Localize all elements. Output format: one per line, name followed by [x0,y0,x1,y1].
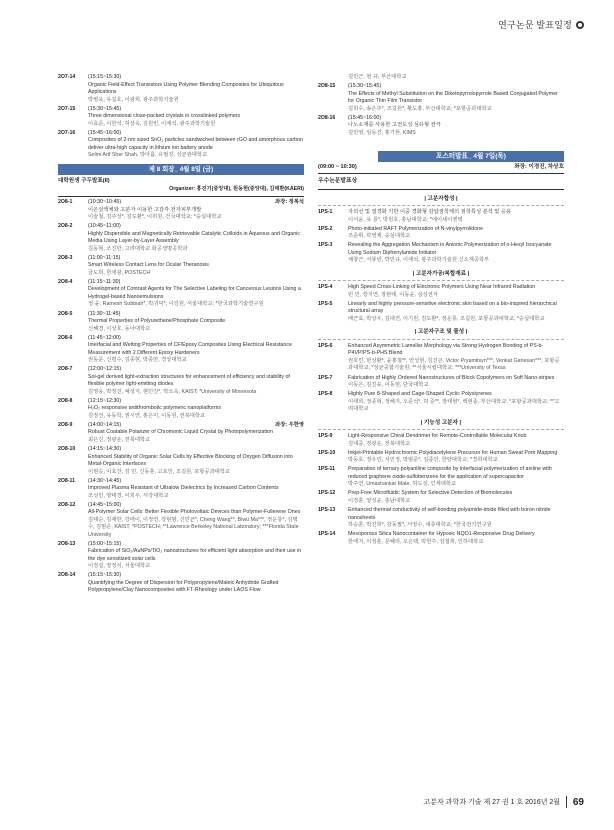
entry-body [348,74,564,82]
entry-id: 1PS-3 [318,242,333,249]
organizer-line: Organizer: 홍진기(중앙대), 원동현(중앙대), 김태환(KAERI) [169,186,304,193]
entry-title: Light-Responsive Chiral Dendrimer for Remote-Controllable Molecular Knob [348,433,527,440]
right-column [318,74,564,548]
schedule-entry [58,366,304,396]
session-band: 제 8 회장_ 4월 8일 (금) [58,164,304,175]
schedule-entry [318,490,564,505]
session-award-title [58,178,304,186]
entry-authors: 정 윤, Ramesh Subbiah*, 박귀덕*, 이강원, 서울대학교; *한국과학기술연구원 [88,301,264,308]
entry-id: 2O8-8 [58,397,73,404]
poster-sections [318,194,564,546]
entry-body [348,450,564,465]
entry-id: 1PS-12 [318,490,336,497]
entry-authors: 김태순, 김재한, 강태이, 이정연, 강현범, 신민균*, Cheng Wang**, Biwu Ma***, 정운룡*, 김택수, 김범준, KAIST; *POSTECH; **Lawrence Berkeley National Laboratory; ***Florida State University [88,516,299,538]
entry-id: 1PS-10 [318,449,336,456]
schedule-entry [58,502,304,540]
entry-body [348,242,564,265]
schedule-entry [318,209,564,224]
entry-title: Development of Contrast Agents for The Selective Labeling for Cancerous Lesions Using a Hydrogel-based Nanoemulsions [88,286,301,300]
entry-id: 1PS-1 [318,209,333,216]
entry-body [348,115,564,138]
entry-authors: 이태희, 정종혁, 정해지, 오준석*, 허 준**, 장태현*, 백현종, 부산대학교; *포항공과대학교; **고려대학교 [348,398,560,413]
schedule-entry [58,74,304,104]
entry-body [88,422,304,445]
schedule-entry [58,223,304,253]
entry-body [348,391,564,414]
entry-title: 자외선 및 열경화 기반 이중 경화형 감압점착제의 점착특성 분석 및 응용 [348,209,512,216]
entry-body [348,343,564,373]
entry-body [348,284,564,299]
entry-authors: 하승훈, 박진희*, 강동필*, 서영수, 세종대학교; *한국전기연구원 [348,522,492,529]
entry-id: 1PS-4 [318,284,333,291]
entry-title: 이온성액체와 고분자 이용한 고감각 전자피부개발 [88,206,202,213]
schedule-entry [58,130,304,160]
entry-time-line [88,311,304,319]
entry-body [348,466,564,489]
entry-title: Enhanced thermal conductivity of self-bonding polyamide-imide filled with boron nitride nanosheets [348,507,551,521]
entry-id: 2O8-12 [58,501,76,508]
entry-title: High Speed Cross-Linking of Electronic Polymers Using Near Infrared Radiation [348,284,536,291]
entry-title: Organic Field-Effect Transistors Using Polymer Blending Composites for Ubiquitous Applications [88,81,284,95]
page-header [498,18,584,31]
poster-time-chair [318,164,564,172]
entry-id: 1PS-11 [318,466,336,473]
entry-authors: 김대중, 정광운, 전북대학교 [348,440,411,447]
entry-time-line [88,223,304,231]
entry-id: 2O7-14 [58,74,76,80]
entry-title: Enhanced Stability of Organic Solar Cells by Effective Blocking of Oxygen Diffusion into Metal-Organic Interfaces [88,453,293,468]
entry-time-line [88,74,304,82]
schedule-entry [318,531,564,546]
poster-band-wrap [318,151,564,162]
entry-body [348,301,564,324]
poster-award: 우수논문발표상 [318,178,358,185]
entry-authors: 박동호, 정우민, 서민정, 박범준*, 김종만, 한양대학교; *경희대학교 [348,457,498,464]
entry-authors: 배근효, 박상우, 김대건, 이기원, 김도환*, 정운룡, 조길원, 포항공과대학교; *숭실대학교 [348,315,545,322]
entry-id: 2O8-11 [58,477,76,484]
entry-id: 1PS-7 [318,374,333,381]
entry-title: Inkjet-Printable Hydrochromic Polydiacetylene Precursor for Human Sweat Pore Mapping [348,449,558,456]
poster-band: 포스터발표_ 4월 7일(목) [378,151,564,162]
entry-title: Highly Pure 8-Shaped and Cage-Shaped Cyclic Polystyrenes [348,391,492,398]
entry-title: Prep-Free Microfluidic System for Selective Detection of Biomolecules [348,490,513,497]
entry-title: Improved Plasma Resistant of Ultralow Dielectrics by Increased Carbon Contents [88,485,279,492]
entry-time: (15:45~16:00) [88,129,122,136]
entry-id: 2O8-1 [58,199,73,206]
entry-time-line [88,366,304,374]
entry-body [88,130,304,160]
entry-body [88,74,304,104]
entry-time-line [348,83,564,91]
entry-id: 2O7-16 [58,129,76,136]
entry-id: 2O8-9 [58,421,73,428]
entry-title: H₂O₂ responsive antithrombotic polymeric nanoplatforms [88,405,222,412]
entry-authors: 박병욱, 유길호, 이광희, 광주과학기술원 [88,96,179,103]
entry-body [88,279,304,309]
entry-authors: 조성민, 양태경, 이희우, 서강대학교 [88,492,169,499]
divider [58,196,304,197]
entry-time-line [88,502,304,510]
entry-title: All-Polymer Solar Cells: Better Flexible Photovoltaic Devices than Polymer-Fullerene Ones [88,509,301,516]
entry-authors: 빈 민, 장지연, 장현태, 이동윤, 삼성전자 [348,291,438,298]
entry-time: (14:15~14:30) [88,446,122,453]
entry-id: 1PS-13 [318,507,336,514]
entry-time: (15:30~15:45) [88,105,122,112]
entry-title: Thermal Properties of Polyurethane/Phosphate Composite [88,318,226,325]
entry-body [348,433,564,448]
entry-time: (14:45~15:00) [88,501,122,508]
schedule-entry [318,115,564,138]
entry-time-line [88,255,304,263]
entry-body [88,366,304,396]
entry-title: Mesoporous Silica Nanocontainer for Hypoxic NQO1-Responsive Drug Delivery [348,531,535,538]
poster-section-title: | 고분자합성 | [318,194,564,207]
entry-title: Composites of 2-nm sized SnO₂ particles sandwiched between rGO and amorphous carbon deliver ultra-high capacity in lithium ion battery anode [88,137,303,151]
entry-authors: 김민근, 현 규, 부산대학교 [348,74,407,80]
divider [318,173,564,174]
schedule-entry [318,301,564,324]
entry-title: Interfacial and Wetting Properties of CF/Epoxy Composites Using Electrical Resistance Measurement with 2 Different Epoxy Hardeners [88,342,292,356]
entry-time-line [88,478,304,486]
entry-chair: 좌장: 정복석 [275,199,304,206]
entry-body [88,311,304,334]
entry-time-line [88,446,304,454]
entry-id: 2O8-7 [58,366,73,373]
entry-body [348,507,564,530]
entry-title: 나노소재를 사용한 고전도성 섬유형 전극 [348,122,441,129]
entry-authors: 이정훈, 양성윤, 충남대학교 [348,497,411,504]
schedule-entry [58,335,304,365]
entry-authors: 김동혁, 조진한, 고려대학교 화공생명공학과 [88,245,188,252]
entry-title: Robust Coatable Polarizer of Chromonic Liquid Crystal by Photopolymerization [88,429,273,436]
entry-id: 2O8-6 [58,334,73,341]
entry-time: (15:15~15:30) [88,572,122,579]
entry-time: (15:15~15:30) [88,74,122,80]
schedule-entry [318,226,564,241]
schedule-entry [318,375,564,390]
entry-title: Fabrication of Highly Ordered Nanostructures of Block Copolymers on Soft Nano-stripes [348,374,555,381]
entry-id: 1PS-8 [318,391,333,398]
entry-time-line [88,106,304,114]
header-title: 연구논문 발표일정 [498,20,572,30]
entry-body [348,490,564,505]
schedule-entry [318,391,564,414]
entry-time: (15:30~15:45) [348,83,382,90]
entry-time: (10:30~10:45) [88,199,122,206]
entry-title: Preparation of ternary polyaniline composite by interfacial polymerization of aniline with reduced graphene oxide-sulfobenzene for the application of supercapacitor [348,466,552,480]
schedule-entry [318,74,564,82]
entry-authors: 이서윤, 유 룡*, 박원호, 충남대학교; *에이세이엔텍 [348,216,463,223]
entry-authors: 김민영, 임동진, 홍기현, KIMS [348,129,416,136]
entry-body [348,209,564,224]
entry-id: 2O7-15 [58,105,76,112]
entry-title: Smart Wireless Contact Lens for Ocular Theranosis [88,262,209,269]
poster-section-title: | 기능성 고분자 | [318,418,564,431]
entry-authors: 이슬철, 김주성*, 김도환*, 이희원, 건국대학교; *숭실대학교 [88,214,222,221]
schedule-entry [58,106,304,129]
entry-authors: 이정섭, 장정식, 서울대학교 [88,563,151,570]
entry-body [88,335,304,365]
entry-title: Enhanced Asymmetric Lamellar Morphology via Strong Hydrogen Bonding of PS-b-P4VP/PS-b-PHS Blend [348,342,544,357]
entry-body [88,106,304,129]
entry-body [88,223,304,253]
schedule-entry [58,422,304,445]
entry-body [88,502,304,540]
schedule-entry [58,311,304,334]
entry-body [88,199,304,222]
page-footer [424,796,584,808]
entry-time-line [88,199,304,207]
schedule-entry [318,284,564,299]
entry-id: 2O8-16 [318,114,336,121]
entry-authors: 금도희, 한세광, POSTECH [88,269,151,276]
entry-time-line [88,541,304,549]
entry-body [348,83,564,113]
entry-time: (12:00~12:15) [88,366,122,373]
entry-time: (11:30~11:45) [88,310,121,317]
entry-time-line [88,398,304,406]
schedule-entry [58,446,304,476]
entry-body [88,446,304,476]
entry-id: 2O8-14 [58,572,76,579]
divider [318,189,564,190]
entry-authors: 이효준, 이한석, 허상욱, 김원빈, 이재석, 광주과학기술원 [88,120,216,127]
schedule-entry [318,83,564,113]
entry-title: Quantifying the Degree of Dispersion for Polypropylene/Maleic Anhydride Grafted Polypropylene/Clay Nanocomposites with FT-Rheology under LAOS Flow [88,579,279,594]
entry-id: 2O8-4 [58,278,73,285]
circle-bullet-icon [576,21,584,29]
entry-authors: 박주연, Umashankar Male, 허도성, 인제대학교 [348,481,457,488]
schedule-entry [58,541,304,571]
entry-authors: 채창근, 서봉빈, 박민규, 이재석, 광주과학기술원 신소재공학부 [348,257,490,264]
entry-body [348,226,564,241]
entry-body [88,255,304,278]
left-column [58,74,304,597]
entry-id: 1PS-9 [318,433,333,440]
entry-time: (14:00~14:15) [88,421,122,428]
entry-body [88,572,304,595]
entry-body [88,398,304,421]
entry-body [348,531,564,546]
entry-time: (15:45~16:00) [348,114,382,121]
entry-id: 2O8-5 [58,310,73,317]
entry-time-line [88,422,304,430]
entry-time: (14:30~14:45) [88,477,122,484]
entry-title: Revealing the Aggregation Mechanism in Anionic Polymerization of n-Hexyl Isocyanate Using Sodium Diphenylamide Initiator [348,242,552,256]
entry-authors: 권호린, 한성환*, 윤홍철**, 안성현, 김진곤, Victor Pryamitsyn***, Venkat Ganesan***, 포항공과대학교; *성균중합기술원; **서울시립대학교; ***University of Texas [348,357,560,372]
entry-id: 2O8-2 [58,223,73,230]
session-entries [58,199,304,595]
entry-time-line [88,335,304,343]
footer-separator [566,796,567,808]
entry-body [88,541,304,571]
left-top-entries [58,74,304,160]
entry-id [318,74,348,82]
entry-authors: 한에지, 이정훈, 문혜리, 오은택, 박헌주, 김철희, 인하대학교 [348,538,484,545]
entry-authors: 김영웅, 박정진, 예성지, 현민진*, 박오옥, KAIST; *University of Minnesota [88,388,257,395]
entry-body [88,478,304,501]
entry-authors: 이현승, 이효찬, 김 민, 신동훈, 고효민, 조길원, 포항공과대학교 [88,468,230,475]
entry-chair: 좌장: 우한영 [275,421,304,428]
entry-title: Fabrication of SiO₂/AuNPs/TiO₂ nanostructures for efficient light absorption and their use in the dye sensitized solar cells [88,548,302,562]
entry-time-line [88,130,304,138]
schedule-entry [58,279,304,309]
entry-id: 1PS-6 [318,342,333,349]
schedule-entry [318,242,564,265]
schedule-entry [318,450,564,465]
schedule-entry [318,433,564,448]
schedule-entry [58,255,304,278]
entry-authors: 김희수, 송은주*, 조길원*, 황도홍, 부산대학교; *포항공과대학교 [348,105,492,112]
entry-id: 2O8-3 [58,254,73,261]
entry-authors: 권동준, 신평수, 김종현, 박종만, 경상대학교 [88,357,187,364]
entry-id: 2O8-10 [58,446,76,453]
entry-title: Linearly and highly pressure-sensitive electronic skin based on a bio-inspired hierarchical structural array [348,300,557,315]
entry-id: 2O8-13 [58,540,76,547]
entry-title: Highly Dispersible and Magnetically Retrievable Catalytic Colloids in Aqueous and Organic Media Using Layer-by-Layer Assembly [88,230,300,245]
schedule-entry [318,343,564,373]
entry-authors: 이동은, 김진웅, 이동현, 단국대학교 [348,382,429,389]
entry-authors: 신혜경, 이상호, 동아대학교 [88,325,151,332]
entry-time: (10:45~11:00) [88,223,121,230]
entry-authors: Selim Arif Sher Shah, 박아름, 유필진, 성균관대학교 [88,152,208,159]
entry-id: 1PS-5 [318,300,333,307]
award-label: 대학원생 구두발표(II) [58,177,110,184]
entry-authors: 조준휘, 곽영제, 숭실대학교 [348,233,411,240]
right-top-entries [318,74,564,137]
entry-time-line [88,279,304,287]
poster-chair: 좌장: 이경진, 차상호 [514,164,564,171]
schedule-entry [58,572,304,595]
entry-body [348,375,564,390]
footer-text: 고분자 과학과 기술 제 27 권 1 호 2016년 2월 [423,799,561,806]
entry-time: (15:00~15:15) [88,540,122,547]
entry-title: Three dimensional close-packed crystals in crosslinked polymers [88,113,241,120]
entry-authors: 김정선, 유동학, 권시연, 홍은미, 이동원, 전북대학교 [88,412,206,419]
entry-id: 1PS-14 [318,531,336,538]
poster-section-title: | 고분자가공/복합재료 | [318,269,564,282]
entry-title: Photo-initiated RAFT Polymerization of N-vinylpyrrolidone [348,225,484,232]
entry-title: Sol-gel derived light-extraction structures for enhancement of efficiency and stability of flexible polymer light-emitting diodes [88,373,290,388]
entry-time: (12:15~12:30) [88,397,122,404]
schedule-entry [58,398,304,421]
entry-authors: 최은진, 정광운, 전북대학교 [88,436,151,443]
poster-time: (09:00 ~ 10:30) [318,164,357,171]
entry-title: The Effects of Methyl Substitution on the Diketopyrrolopyrrole Based Conjugated Polymer for Organic Thin Film Transistor [348,90,558,105]
entry-time-line [88,572,304,580]
entry-time: (11:45~12:00) [88,334,121,341]
page-number: 69 [572,796,584,808]
schedule-entry [318,466,564,489]
schedule-entry [58,478,304,501]
poster-section-title: | 고분자구조 및 물성 | [318,327,564,340]
entry-time: (11:00~11:15) [88,254,121,261]
entry-time: (11:15~11:30) [88,278,121,285]
entry-id: 2O8-15 [318,83,336,90]
schedule-entry [318,507,564,530]
schedule-entry [58,199,304,222]
entry-id: 1PS-2 [318,225,333,232]
